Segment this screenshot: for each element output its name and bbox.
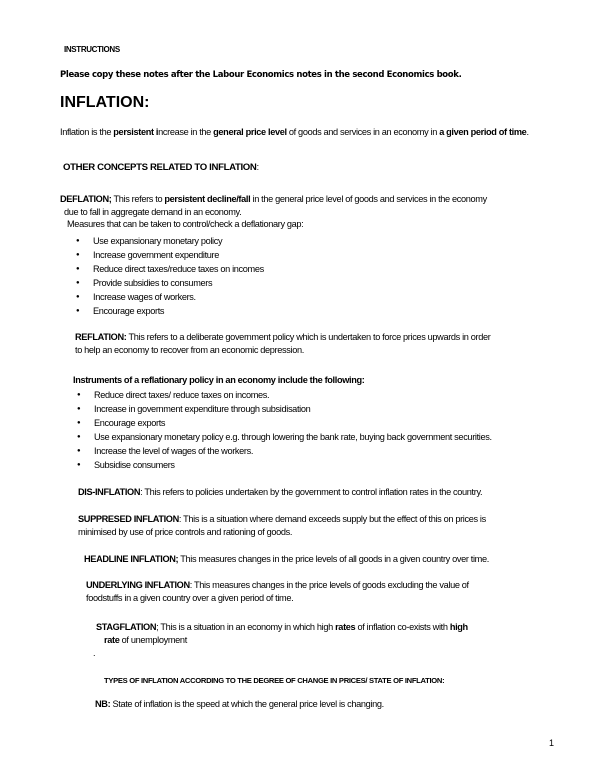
inflation-definition — [60, 126, 557, 139]
list-item: ● Reduce direct taxes/ reduce taxes on incomes. — [77, 388, 492, 402]
suppressed-text-1: : This is a situation where demand exceeds supply but the effect of this on prices is — [178, 514, 486, 524]
stray-period: . — [93, 648, 96, 658]
page-title: INFLATION: — [60, 94, 150, 111]
list-item: ● Subsidise consumers — [77, 458, 492, 472]
stagflation-text-1: ; This is a situation in an economy in which high — [156, 622, 336, 632]
stagflation-paragraph — [96, 621, 558, 646]
deflation-bold: persistent decline/fall — [164, 194, 251, 204]
list-item: ● Encourage exports — [77, 416, 492, 430]
reflationary-instruments-heading: Instruments of a reflationary policy in an economy include the following: — [73, 375, 365, 385]
disinflation-text: : This refers to policies undertaken by the government to control inflation rates in the country. — [140, 487, 483, 497]
list-item: ● Reduce direct taxes/reduce taxes on incomes — [76, 262, 264, 276]
list-item: ● Increase in government expenditure through subsidisation — [77, 402, 492, 416]
other-concepts-heading — [63, 162, 259, 173]
list-item: ● Encourage exports — [76, 304, 264, 318]
headline-text: This measures changes in the price levels of all goods in a given country over time. — [178, 554, 489, 564]
reflation-text-1: This refers to a deliberate government policy which is undertaken to force prices upwards in order — [126, 332, 491, 342]
headline-term: HEADLINE INFLATION; — [84, 554, 179, 564]
underlying-inflation-paragraph — [86, 579, 558, 604]
disinflation-paragraph — [78, 486, 482, 499]
types-of-inflation-heading: TYPES OF INFLATION ACCORDING TO THE DEGREE OF CHANGE IN PRICES/ STATE OF INFLATION: — [104, 676, 445, 685]
underlying-line-2: foodstuffs in a given country over a given period of time. — [86, 592, 294, 603]
def-text-2: ncrease in the — [158, 127, 214, 137]
deflation-line-2: due to fall in aggregate demand in an economy. — [64, 206, 242, 217]
list-item: ● Provide subsidies to consumers — [76, 276, 264, 290]
underlying-text-1: : This measures changes in the price levels of goods excluding the value of — [189, 580, 469, 590]
nb-note — [95, 698, 384, 711]
def-bold-given-period: a given period of time — [439, 127, 527, 137]
def-bold-general-price-level: general price level — [213, 127, 287, 137]
stagflation-bold-rates: rates — [335, 622, 356, 632]
list-item: ● Use expansionary monetary policy — [76, 234, 264, 248]
def-bold-persistent: persistent i — [113, 127, 159, 137]
deflation-text-2: in the general price level of goods and services in the economy — [250, 194, 487, 204]
instructions-heading: INSTRUCTIONS — [64, 45, 120, 54]
list-item: ● Increase government expenditure — [76, 248, 264, 262]
suppressed-term: SUPPRESED INFLATION — [78, 514, 179, 524]
nb-text: State of inflation is the speed at which the general price level is changing. — [110, 699, 384, 709]
disinflation-term: DIS-INFLATION — [78, 487, 141, 497]
reflation-line-2: to help an economy to recover from an economic depression. — [75, 344, 304, 355]
deflation-paragraph — [60, 193, 560, 231]
def-text-3: of goods and services in an economy in — [286, 127, 440, 137]
stagflation-text-3: of unemployment — [119, 634, 187, 645]
deflation-text-1: This refers to — [111, 194, 165, 204]
deflation-measures-list — [76, 234, 264, 319]
copy-note: Please copy these notes after the Labour Economics notes in the second Economics book. — [60, 70, 462, 80]
suppressed-inflation-paragraph — [78, 513, 558, 538]
stagflation-term: STAGFLATION — [96, 622, 157, 632]
stagflation-line-1 — [96, 621, 558, 634]
list-item: ● Increase wages of workers. — [76, 290, 264, 304]
suppressed-line-2: minimised by use of price controls and rationing of goods. — [78, 526, 293, 537]
stagflation-bold-rate: rate — [104, 634, 120, 645]
deflation-term: DEFLATION; — [60, 194, 112, 204]
list-item: ● Use expansionary monetary policy e.g. through lowering the bank rate, buying back government securities. — [77, 430, 492, 444]
stagflation-line-2 — [96, 634, 558, 647]
underlying-term: UNDERLYING INFLATION — [86, 580, 190, 590]
def-text-4: . — [526, 127, 529, 137]
suppressed-line-1 — [78, 513, 558, 526]
underlying-line-1 — [86, 579, 558, 592]
reflation-paragraph — [75, 331, 565, 356]
deflation-line-1 — [60, 193, 560, 206]
def-text-1: Inflation is the — [60, 127, 114, 137]
nb-term: NB: — [95, 699, 111, 709]
stagflation-text-2: of inflation co-exists with — [355, 622, 450, 632]
deflation-measures-intro: Measures that can be taken to control/check a deflationary gap: — [67, 219, 304, 230]
list-item: ● Increase the level of wages of the workers. — [77, 444, 492, 458]
reflation-term: REFLATION: — [75, 332, 127, 342]
headline-inflation-paragraph — [84, 553, 489, 566]
reflation-line-1 — [75, 331, 565, 344]
other-concepts-tail: : — [256, 162, 259, 173]
page-number: 1 — [548, 738, 554, 748]
other-concepts-bold: OTHER CONCEPTS RELATED TO INFLATION — [63, 162, 257, 173]
reflationary-instruments-list — [77, 388, 492, 473]
stagflation-bold-high: high — [449, 622, 468, 632]
